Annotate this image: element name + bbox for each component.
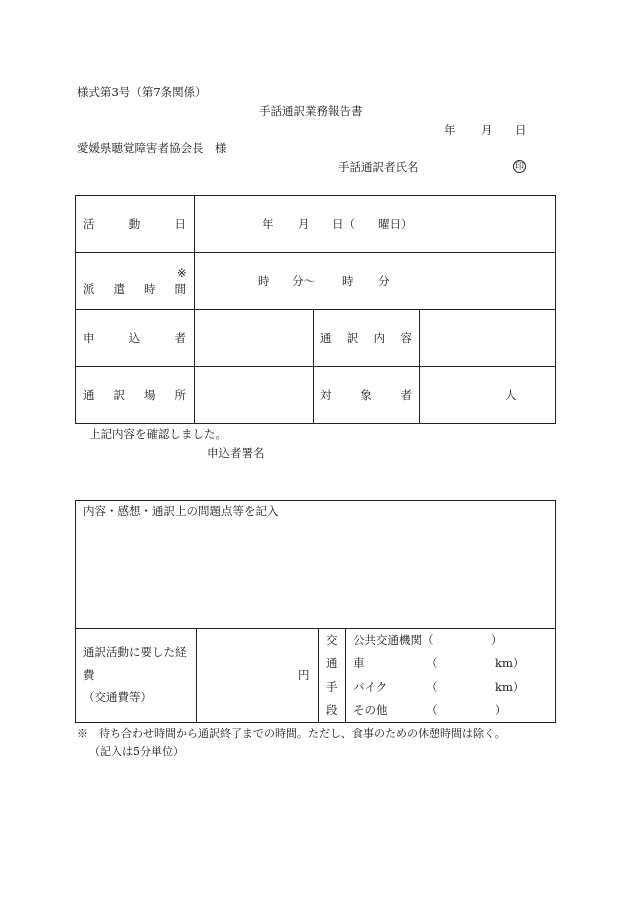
date-day-label: 日: [515, 123, 527, 137]
activity-day-label: 活 動 日: [83, 217, 186, 231]
interpretation-place-label: 通 訳 場 所: [83, 388, 186, 402]
date-month-label: 月: [481, 123, 493, 137]
other-option: その他: [353, 703, 388, 717]
addressee: 愛媛県聴覚障害者協会長 様: [77, 141, 227, 155]
seal-icon: 印: [514, 162, 524, 172]
date-year-label: 年: [444, 123, 456, 137]
remarks-label: 内容・感想・通訳上の問題点等を記入: [83, 504, 279, 518]
activity-month: 月: [298, 217, 310, 231]
target-person-label: 対 象 者: [320, 388, 412, 402]
dispatch-min-end: 分: [378, 274, 390, 288]
bike-distance: （ km）: [426, 680, 525, 694]
interpretation-content-label: 通 訳 内 容: [320, 331, 412, 345]
form-number: 様式第3号（第7条関係）: [77, 85, 207, 99]
transport-label-char: 通: [326, 656, 338, 670]
applicant-signature-label: 申込者署名: [207, 446, 265, 460]
transport-label-char: 手: [326, 680, 338, 694]
applicant-label: 申 込 者: [83, 331, 186, 345]
bike-option: バイク: [353, 680, 388, 694]
activity-year: 年: [262, 217, 274, 231]
yen-unit: 円: [298, 668, 310, 682]
expense-label-line2: 費: [83, 668, 95, 682]
other-detail: （ ）: [426, 703, 507, 717]
footnote-line2: （記入は5分単位）: [89, 745, 184, 758]
dispatch-mark: ※: [177, 266, 187, 280]
dispatch-hour-end: 時: [342, 274, 354, 288]
transport-label-char: 交: [326, 633, 338, 647]
footnote-line1: ※ 待ち合わせ時間から通訳終了までの時間。ただし、食事のための休憩時間は除く。: [77, 727, 506, 740]
expense-label-line3: （交通費等）: [83, 690, 152, 704]
transport-label-char: 段: [326, 703, 338, 717]
car-distance: （ km）: [426, 656, 525, 670]
expense-label-line1: 通訳活動に要した経: [83, 645, 187, 659]
document-title: 手話通訳業務報告書: [259, 104, 363, 118]
dispatch-hour-start: 時: [258, 274, 270, 288]
confirmation-text: 上記内容を確認しました。: [89, 427, 227, 441]
dispatch-min-start: 分～: [292, 274, 315, 288]
activity-day-weekday: 日（ 曜日）: [332, 217, 413, 231]
car-option: 車: [353, 656, 365, 670]
public-transport-option: 公共交通機関（ ）: [353, 633, 503, 647]
dispatch-time-label: 派 遣 時 間: [83, 282, 186, 296]
interpreter-name-label: 手話通訳者氏名: [338, 160, 419, 174]
persons-unit: 人: [505, 388, 517, 402]
